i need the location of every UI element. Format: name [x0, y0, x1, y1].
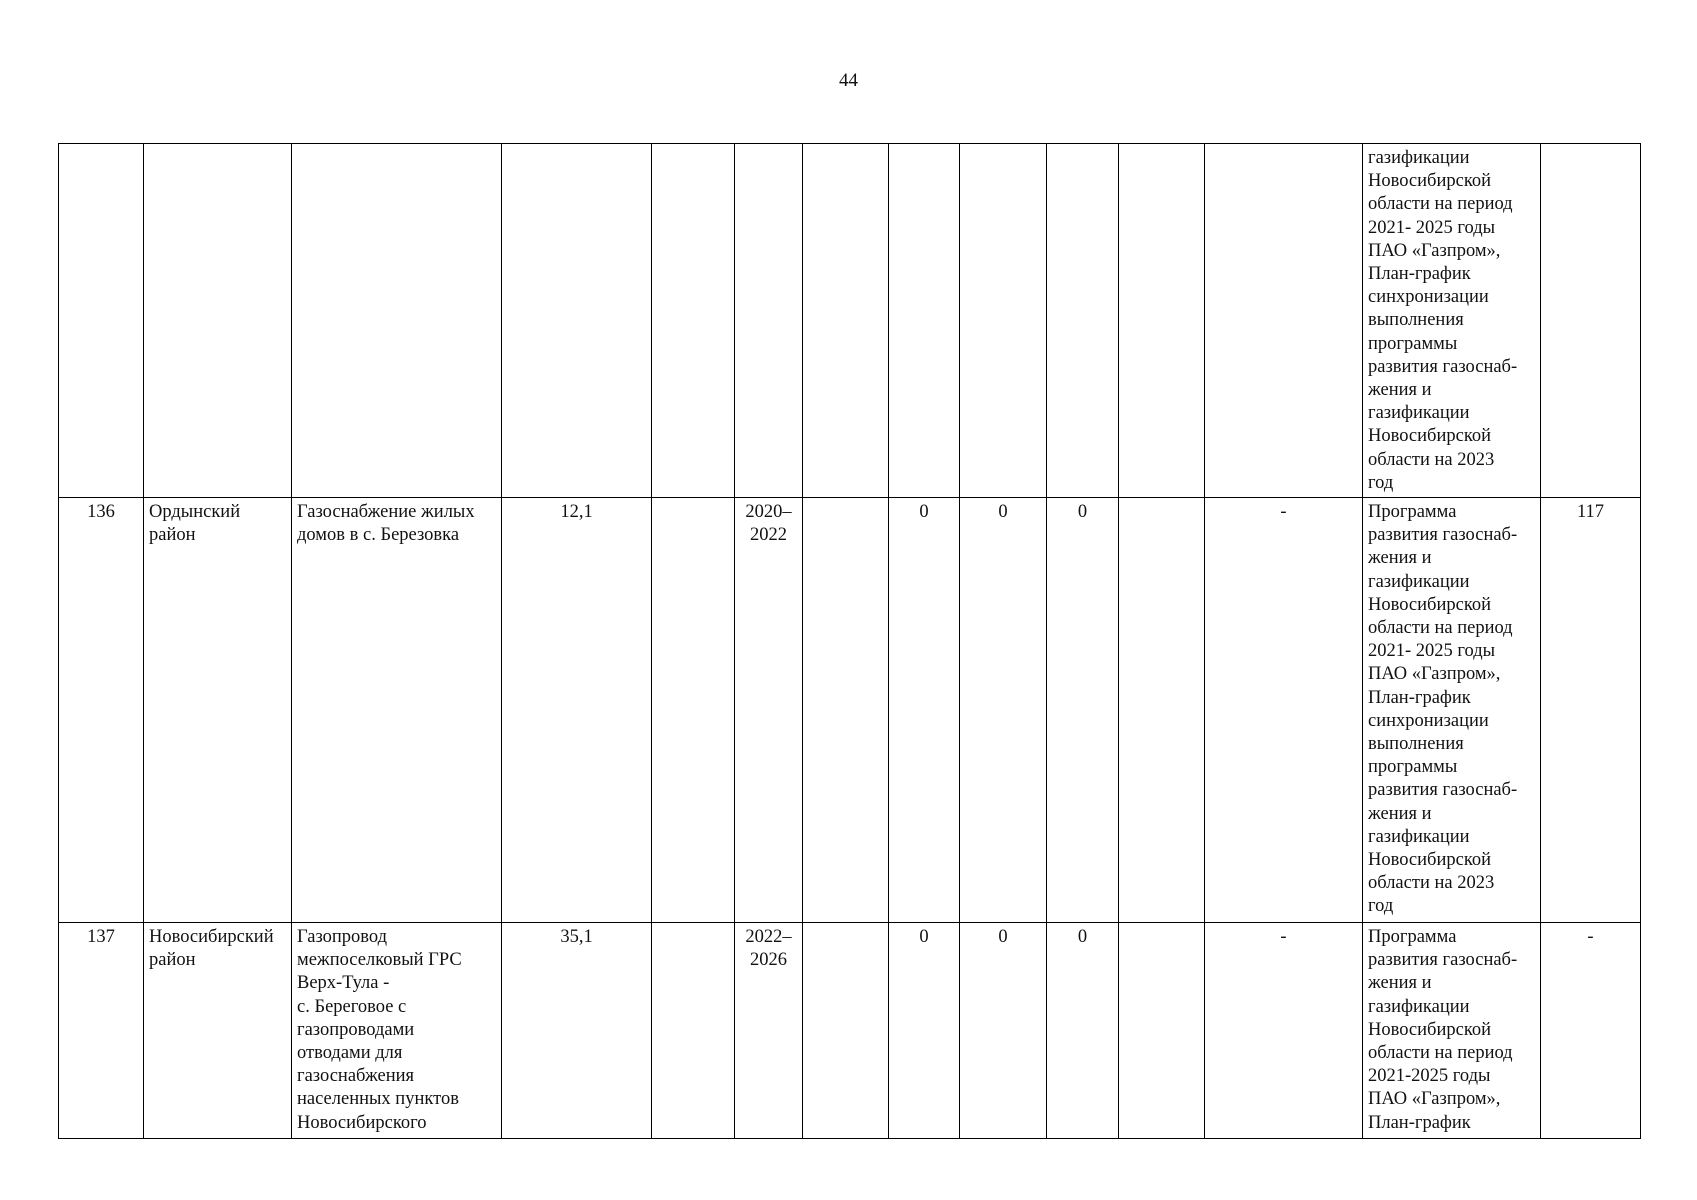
length-cell: 12,1 — [502, 498, 652, 923]
program-cell: Программа развития газоснаб- жения и газификации Новосибирской области на период 2021-2025 годы ПАО «Газпром», План-график — [1363, 923, 1541, 1139]
empty-cell — [1119, 144, 1205, 498]
length-cell — [502, 144, 652, 498]
empty-cell — [652, 498, 735, 923]
value-cell — [1047, 144, 1119, 498]
empty-cell — [1119, 923, 1205, 1139]
object-cell: Газоснабжение жилых домов в с. Березовка — [292, 498, 502, 923]
value-cell: 0 — [960, 923, 1047, 1139]
empty-cell — [803, 144, 889, 498]
district-cell: Ордынский район — [144, 498, 292, 923]
object-cell: Газопровод межпоселковый ГРС Верх-Тула - с. Береговое с газопроводами отводами для газоснабжения населенных пунктов Новосибирского — [292, 923, 502, 1139]
years-cell: 2020– 2022 — [735, 498, 803, 923]
row-number — [59, 144, 144, 498]
value-cell — [960, 144, 1047, 498]
value-cell: 0 — [960, 498, 1047, 923]
empty-cell — [652, 144, 735, 498]
district-cell — [144, 144, 292, 498]
years-cell: 2022– 2026 — [735, 923, 803, 1139]
data-table — [58, 143, 1641, 1139]
page-number: 44 — [839, 70, 858, 91]
object-cell — [292, 144, 502, 498]
row-number: 137 — [59, 923, 144, 1139]
dash-cell: - — [1205, 498, 1363, 923]
empty-cell — [652, 923, 735, 1139]
dash-cell — [1205, 144, 1363, 498]
value-cell — [889, 144, 960, 498]
program-cell: газификации Новосибирской области на период 2021- 2025 годы ПАО «Газпром», План-график синхронизации выполнения программы развития газоснаб- жения и газификации Новосибирской области на 2023 год — [1363, 144, 1541, 498]
program-cell: Программа развития газоснаб- жения и газификации Новосибирской области на период 2021- 2025 годы ПАО «Газпром», План-график синхронизации выполнения программы развития газоснаб- жения и газификации Новосибирской области на 2023 год — [1363, 498, 1541, 923]
value-cell: 0 — [889, 498, 960, 923]
table-row — [59, 498, 1641, 923]
last-cell: 117 — [1541, 498, 1641, 923]
empty-cell — [803, 923, 889, 1139]
value-cell: 0 — [889, 923, 960, 1139]
table-row — [59, 144, 1641, 498]
length-cell: 35,1 — [502, 923, 652, 1139]
last-cell — [1541, 144, 1641, 498]
value-cell: 0 — [1047, 498, 1119, 923]
table-row — [59, 923, 1641, 1139]
empty-cell — [1119, 498, 1205, 923]
district-cell: Новосибирский район — [144, 923, 292, 1139]
last-cell: - — [1541, 923, 1641, 1139]
row-number: 136 — [59, 498, 144, 923]
years-cell — [735, 144, 803, 498]
dash-cell: - — [1205, 923, 1363, 1139]
empty-cell — [803, 498, 889, 923]
value-cell: 0 — [1047, 923, 1119, 1139]
